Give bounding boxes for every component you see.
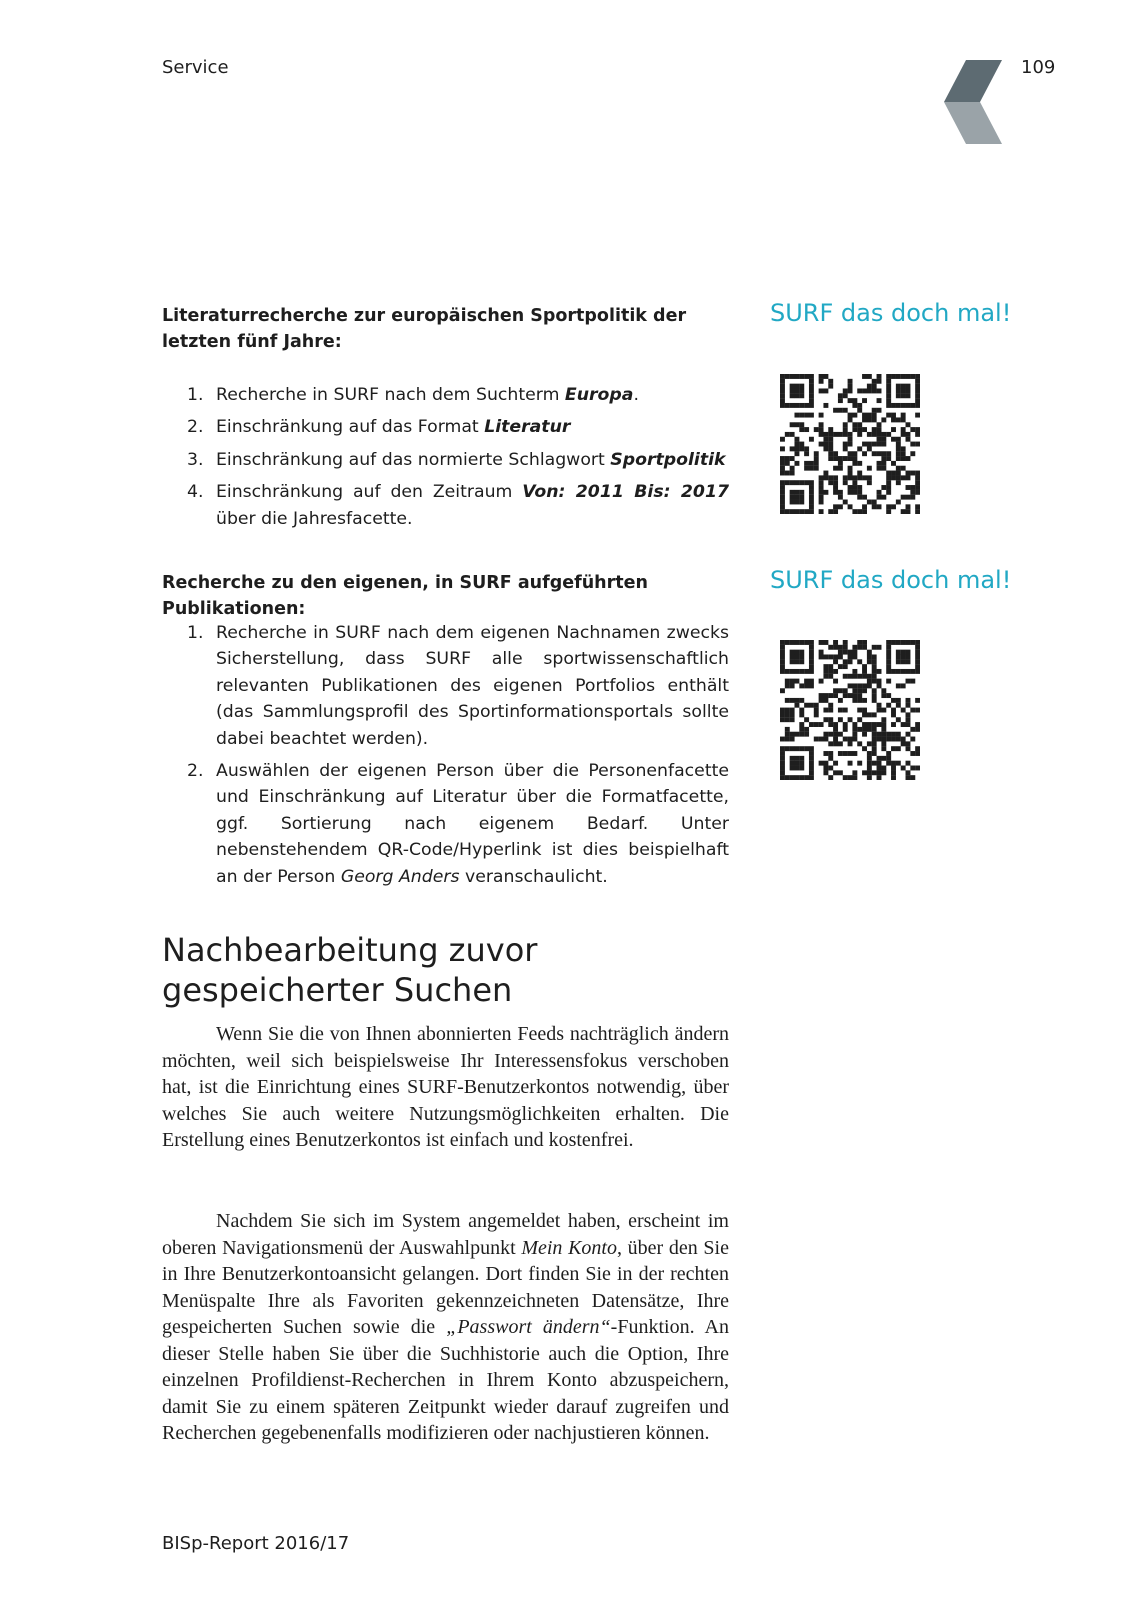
running-head: Service <box>162 57 229 78</box>
qr-code-icon[interactable] <box>780 640 920 780</box>
surf-callout-2[interactable]: SURF das doch mal! <box>770 566 1012 594</box>
page-number: 109 <box>1021 57 1056 78</box>
chevron-logo-icon <box>944 60 1002 144</box>
list-item: 2. Auswählen der eigenen Person über die Personenfacette und Einschränkung auf Literatur über die Formatfacette, ggf. Sortierung nach eigenem Bedarf. Unter nebenstehendem QR-Code/Hyperlink ist dies beispielhaft an der Person Georg Anders veranschaulicht. <box>187 761 729 887</box>
footer-report: BISp-Report 2016/17 <box>162 1533 350 1554</box>
list-item: 1. Recherche in SURF nach dem eigenen Nachnamen zwecks Sicherstellung, dass SURF alle sportwissenschaftlich relevanten Publikationen des eigenen Portfolios enthält (das Sammlungsprofil des Sportinformationsportals sollte dabei beachtet werden). <box>187 623 729 749</box>
section-title: Nachbearbeitung zuvor gespeicherter Suchen <box>162 931 538 1009</box>
steps-list-publications <box>162 620 729 896</box>
steps-list-literature <box>162 382 729 538</box>
body-paragraph: Nachdem Sie sich im System angemeldet haben, erscheint im oberen Navigationsmenü der Auswahlpunkt Mein Konto, über den Sie in Ihre Benutzerkontoansicht gelangen. Dort finden Sie in der rechten Menüspalte Ihre als Favoriten gekennzeichneten Datensätze, Ihre gespeicherten Suchen sowie die „Passwort ändern“-Funktion. An dieser Stelle haben Sie über die Suchhistorie auch die Option, Ihre einzelnen Profildienst-Recherchen in Ihrem Konto abzuspeichern, damit Sie zu einem späteren Zeitpunkt wieder darauf zugreifen und Recherchen gegebenenfalls modifizieren oder nachjustieren können. <box>162 1210 729 1444</box>
surf-callout-1[interactable]: SURF das doch mal! <box>770 299 1012 327</box>
list-item: 1. Recherche in SURF nach dem Suchterm Europa. <box>187 385 639 405</box>
section-heading-literature: Literaturrecherche zur europäischen Sportpolitik der letzten fünf Jahre: <box>162 306 687 352</box>
section-heading-publications: Recherche zu den eigenen, in SURF aufgeführten Publikationen: <box>162 573 648 619</box>
list-item: 4. Einschränkung auf den Zeitraum Von: 2011 Bis: 2017 über die Jahresfacette. <box>187 482 730 529</box>
list-item: 2. Einschränkung auf das Format Literatur <box>187 417 571 438</box>
qr-code-icon[interactable] <box>780 374 920 514</box>
body-paragraph: Wenn Sie die von Ihnen abonnierten Feeds nachträglich ändern möchten, weil sich beispielsweise Ihr Interessensfokus verschoben hat, ist die Einrichtung eines SURF-Benutzerkontos notwendig, über welches Sie auch weitere Nutzungsmöglichkeiten erhalten. Die Erstellung eines Benutzerkontos ist einfach und kostenfrei. <box>162 1023 729 1151</box>
list-item: 3. Einschränkung auf das normierte Schlagwort Sportpolitik <box>187 449 726 470</box>
